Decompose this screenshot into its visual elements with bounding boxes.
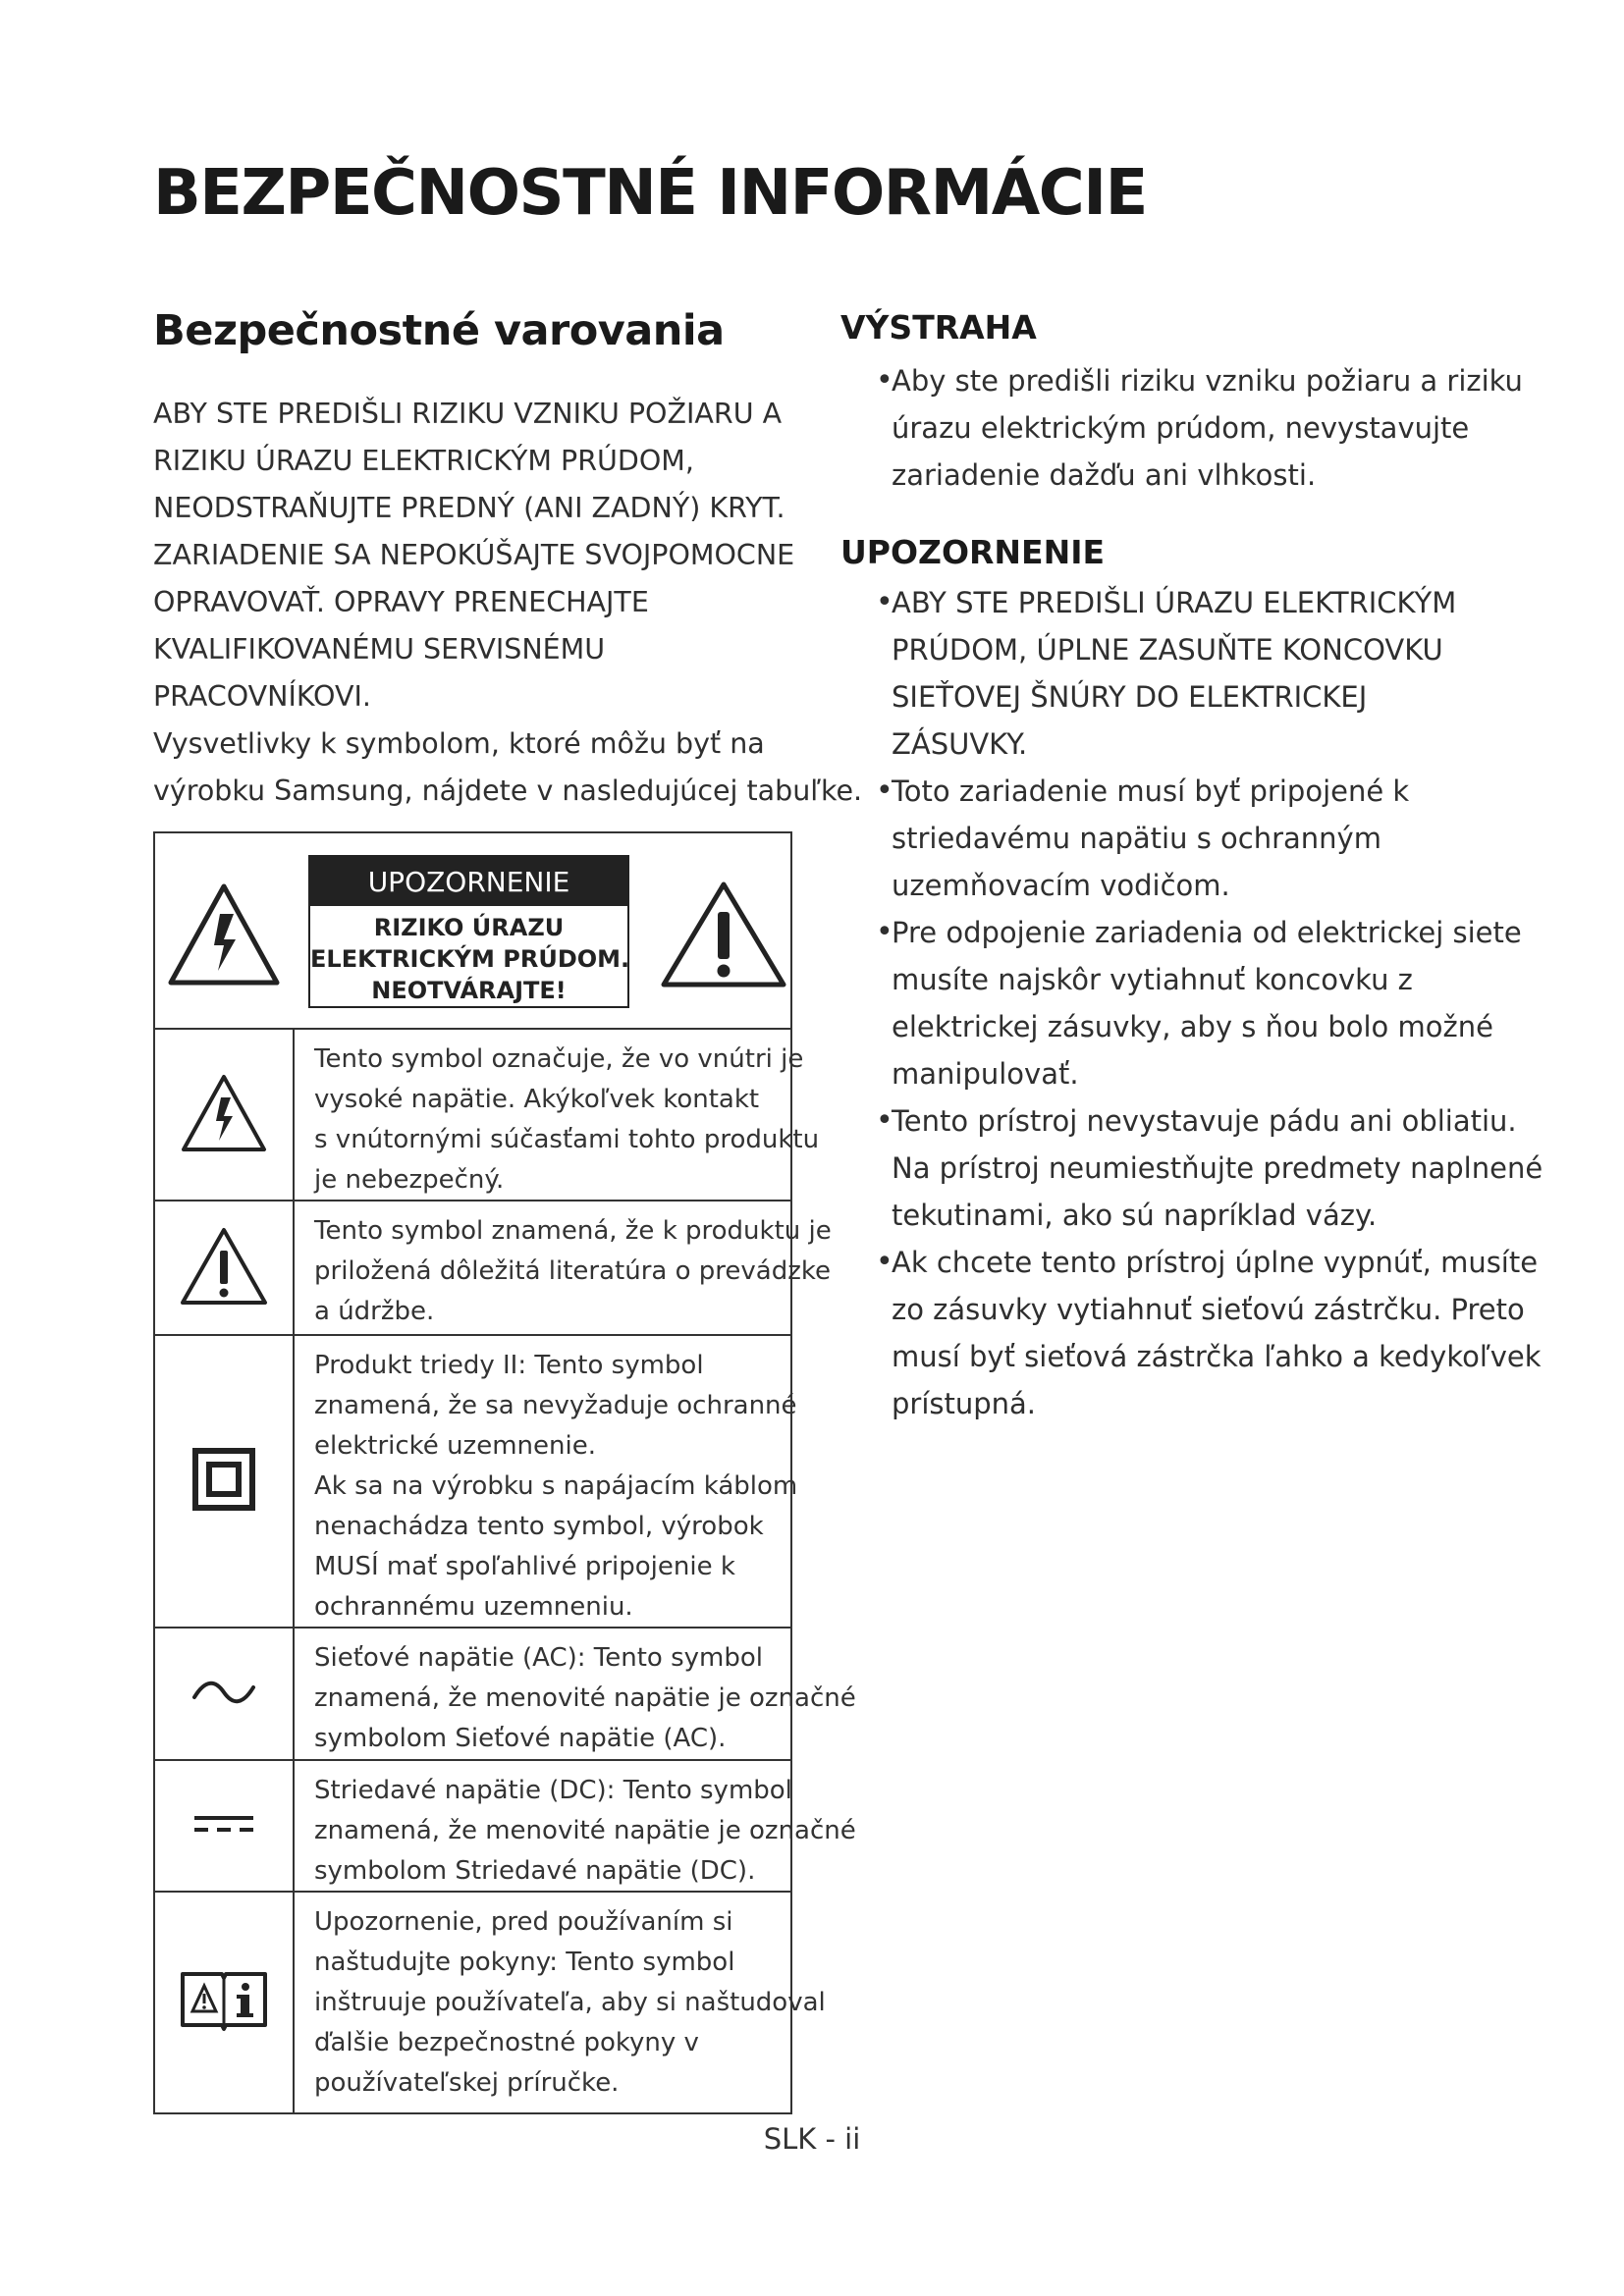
caution-label	[308, 855, 629, 1008]
intro-note-line: Vysvetlivky k symbolom, ktoré môžu byť na	[153, 727, 765, 760]
bullet-line: ABY STE PREDIŠLI ÚRAZU ELEKTRICKÝM	[892, 586, 1457, 619]
bullet-line: tekutinami, ako sú napríklad vázy.	[892, 1199, 1378, 1232]
description-line: Produkt triedy II: Tento symbol	[314, 1351, 704, 1380]
page-number: SLK - ii	[763, 2122, 861, 2156]
bullet-line: Toto zariadenie musí byť pripojené k	[892, 774, 1410, 808]
description-line: Striedavé napätie (DC): Tento symbol	[314, 1776, 792, 1805]
symbol-table-header	[155, 833, 790, 1028]
lightning-triangle-icon	[180, 1072, 268, 1158]
symbol-description	[314, 1902, 826, 2104]
intro-line: NEODSTRAŇUJTE PREDNÝ (ANI ZADNÝ) KRYT.	[153, 492, 785, 524]
warning-list	[876, 357, 1523, 499]
description-line: ďalšie bezpečnostné pokyny v	[314, 2028, 699, 2057]
dc-lines-icon	[191, 1810, 256, 1842]
intro-note-line: výrobku Samsung, nájdete v nasledujúcej tabuľke.	[153, 774, 863, 807]
description-line: ochrannému uzemneniu.	[314, 1592, 633, 1622]
bullet-line: zo zásuvky vytiahnuť sieťovú zástrčku. Preto	[892, 1293, 1525, 1326]
intro-line: KVALIFIKOVANÉMU SERVISNÉMU	[153, 633, 606, 666]
bullet-icon: •	[876, 1245, 893, 1279]
bullet-line: musíte najskôr vytiahnuť koncovku z	[892, 963, 1413, 996]
caution-heading: UPOZORNENIE	[840, 533, 1106, 571]
symbol-row	[155, 1334, 798, 1627]
caution-label-line: RIZIKO ÚRAZU	[373, 914, 565, 941]
lightning-triangle-icon	[165, 881, 283, 992]
list-item	[876, 1097, 1543, 1239]
description-line: Tento symbol označuje, že vo vnútri je	[314, 1044, 804, 1074]
bullet-line: striedavému napätiu s ochranným	[892, 822, 1381, 855]
intro-line: ZARIADENIE SA NEPOKÚŠAJTE SVOJPOMOCNE	[153, 539, 795, 571]
description-line: a údržbe.	[314, 1297, 435, 1326]
caution-list	[876, 579, 1543, 1427]
caution-label-line: NEOTVÁRAJTE!	[371, 977, 567, 1004]
bullet-line: prístupná.	[892, 1387, 1037, 1420]
list-item	[876, 909, 1522, 1097]
description-line: je nebezpečný.	[314, 1165, 505, 1195]
list-item	[876, 357, 1523, 499]
description-line: MUSÍ mať spoľahlivé pripojenie k	[314, 1552, 735, 1581]
description-line: Ak sa na výrobku s napájacím káblom	[314, 1471, 798, 1501]
description-line: používateľskej príručke.	[314, 2068, 620, 2098]
description-line: s vnútornými súčasťami tohto produktu	[314, 1125, 820, 1154]
description-line: znamená, že menovité napätie je označné	[314, 1816, 856, 1845]
bullet-line: uzemňovacím vodičom.	[892, 869, 1230, 902]
symbol-row	[155, 1627, 856, 1759]
bullet-icon: •	[876, 1103, 893, 1138]
symbol-row	[155, 1200, 832, 1334]
caution-label-body	[310, 912, 630, 1006]
description-line: vysoké napätie. Akýkoľvek kontakt	[314, 1085, 760, 1114]
bullet-line: Aby ste predišli riziku vzniku požiaru a riziku	[892, 364, 1523, 398]
description-line: Upozornenie, pred používaním si	[314, 1907, 733, 1937]
description-line: Sieťové napätie (AC): Tento symbol	[314, 1643, 763, 1673]
intro-line: OPRAVOVAŤ. OPRAVY PRENECHAJTE	[153, 586, 649, 618]
bullet-line: úrazu elektrickým prúdom, nevystavujte	[892, 411, 1470, 445]
intro-line: ABY STE PREDIŠLI RIZIKU VZNIKU POŽIARU A	[153, 398, 783, 430]
description-line: nenachádza tento symbol, výrobok	[314, 1512, 764, 1541]
bullet-line: ZÁSUVKY.	[892, 727, 1028, 761]
symbol-description	[314, 1771, 856, 1892]
description-line: symbolom Striedavé napätie (DC).	[314, 1856, 756, 1886]
symbol-row	[155, 1759, 856, 1891]
bullet-line: Pre odpojenie zariadenia od elektrickej siete	[892, 916, 1522, 949]
description-line: inštruuje používateľa, aby si naštudoval	[314, 1988, 826, 2017]
bullet-icon: •	[876, 585, 893, 619]
symbol-description	[314, 1040, 820, 1201]
bullet-icon: •	[876, 363, 893, 398]
description-line: elektrické uzemnenie.	[314, 1431, 596, 1461]
bullet-line: Na prístroj neumiestňujte predmety naplnené	[892, 1151, 1543, 1185]
section-heading: Bezpečnostné varovania	[153, 306, 725, 355]
description-line: symbolom Sieťové napätie (AC).	[314, 1724, 727, 1753]
bullet-line: Ak chcete tento prístroj úplne vypnúť, musíte	[892, 1246, 1539, 1279]
bullet-line: manipulovať.	[892, 1057, 1079, 1091]
intro-line: RIZIKU ÚRAZU ELEKTRICKÝM PRÚDOM,	[153, 445, 694, 477]
page-title: BEZPEČNOSTNÉ INFORMÁCIE	[153, 157, 1147, 230]
bullet-line: Tento prístroj nevystavuje pádu ani obliatiu.	[892, 1104, 1517, 1138]
intro-text	[153, 391, 863, 815]
symbol-description	[314, 1638, 856, 1759]
intro-line: PRACOVNÍKOVI.	[153, 680, 371, 713]
exclamation-triangle-icon	[658, 879, 789, 994]
description-line: znamená, že sa nevyžaduje ochranné	[314, 1391, 797, 1420]
symbol-row	[155, 1891, 826, 2112]
list-item	[876, 1239, 1542, 1427]
bullet-line: SIEŤOVEJ ŠNÚRY DO ELEKTRICKEJ	[892, 680, 1368, 714]
description-line: naštudujte pokyny: Tento symbol	[314, 1948, 735, 1977]
ac-wave-icon	[191, 1678, 256, 1711]
bullet-line: elektrickej zásuvky, aby s ňou bolo možné	[892, 1010, 1493, 1043]
manual-info-icon	[179, 1968, 269, 2037]
warning-heading: VÝSTRAHA	[840, 308, 1037, 347]
exclamation-triangle-icon	[179, 1225, 269, 1311]
bullet-icon: •	[876, 774, 893, 808]
symbol-description	[314, 1346, 798, 1628]
list-item	[876, 768, 1508, 909]
description-line: Tento symbol znamená, že k produktu je	[314, 1216, 832, 1246]
caution-label-line: ELEKTRICKÝM PRÚDOM.	[310, 945, 630, 973]
bullet-line: zariadenie dažďu ani vlhkosti.	[892, 458, 1317, 492]
double-square-icon	[191, 1447, 256, 1516]
symbol-description	[314, 1211, 832, 1332]
bullet-line: musí byť sieťová zástrčka ľahko a kedykoľvek	[892, 1340, 1542, 1373]
list-item	[876, 579, 1508, 768]
symbol-table	[153, 831, 856, 2114]
caution-label-header: UPOZORNENIE	[310, 857, 627, 906]
bullet-line: PRÚDOM, ÚPLNE ZASUŇTE KONCOVKU	[892, 633, 1443, 667]
description-line: priložená dôležitá literatúra o prevádzke	[314, 1256, 831, 1286]
symbol-row	[155, 1028, 820, 1200]
bullet-icon: •	[876, 915, 893, 949]
description-line: znamená, že menovité napätie je označné	[314, 1683, 856, 1713]
